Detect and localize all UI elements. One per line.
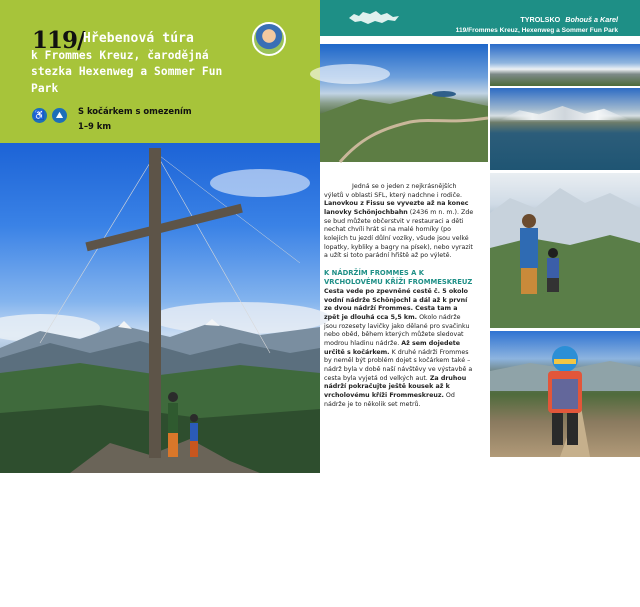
child-walking-photo bbox=[490, 331, 640, 457]
text-run: Za druhou nádrží pokračujte ještě kousek až k vrcholovému kříži Frommeskreuz. bbox=[324, 374, 467, 399]
family-mountain-photo bbox=[490, 173, 640, 328]
right-footer bbox=[503, 456, 636, 465]
section-heading: K NÁDRŽÍM FROMMES A K VRCHOLOVÉMU KŘÍŽI FROMMESKREUZ bbox=[324, 268, 473, 286]
title-line: Hřebenová túra bbox=[83, 31, 194, 46]
text-run: Cesta vede po zpevněné cestě č. 5 okolo vodní nádrže Schönjochl a dál až k první ze dvou nádrží Frommes. Cesta tam a zpět je dlouhá cca 5,5 km. bbox=[324, 288, 468, 322]
article-body bbox=[324, 183, 474, 409]
chapter-number: 119/ bbox=[32, 27, 85, 54]
stroller-icon: ♿ bbox=[32, 108, 47, 123]
region-line bbox=[520, 15, 618, 24]
stroller-info: S kočárkem s omezením bbox=[78, 106, 192, 116]
intro-paragraph bbox=[324, 183, 474, 261]
title-line: Park bbox=[31, 81, 59, 95]
author-credit: Bohouš a Karel bbox=[565, 15, 618, 24]
text-run: (2436 m n. m.). Zde se bud můžete občerstvit v restauraci a děti nechat chvíli hrát si na malé horníky (po kolejích tu jezdí důlní vozíky, všude jsou velké lopatky, kybliky a bagry na písek), nebo vyrazit a užít si toto parádní hřiště až po výletě. bbox=[324, 208, 474, 260]
text-run: K druhé nádrži Frommes by neměl být problém dojet s kočárkem také – nádrž byla v době naší návštěvy ve výstavbě a cesta byla vyjetá od velkých aut. bbox=[324, 348, 473, 382]
page-number: 228 bbox=[3, 598, 18, 607]
section-paragraph bbox=[324, 288, 474, 409]
text-run: Lanovkou z Fissu se vyvezte až na konec lanovky Schönjochbahn bbox=[324, 200, 469, 216]
running-header bbox=[320, 0, 640, 36]
hiking-icon: ⛰ bbox=[52, 108, 67, 123]
reservoir-photo bbox=[490, 88, 640, 170]
summit-cross-photo bbox=[0, 143, 320, 607]
photo-credit: AUTOR FOTOGRAFIÍ TEREZA HAJKOVÁ bbox=[503, 459, 617, 465]
title-line: stezka Hexenweg a Sommer Fun bbox=[31, 65, 223, 78]
page-number: 229 bbox=[623, 456, 636, 465]
snow-peaks bbox=[500, 106, 630, 120]
chapter-title bbox=[31, 31, 286, 97]
distance-info: 1–9 km bbox=[78, 121, 112, 131]
author-avatar bbox=[252, 22, 286, 56]
running-title: 119/Frommes Kreuz, Hexenweg a Sommer Fun Park bbox=[455, 27, 618, 34]
text-run: Jedná se o jeden z nejkrásnějších výletů v oblasti SFL, který nadchne i rodiče. bbox=[324, 183, 462, 199]
chapter-header bbox=[0, 0, 320, 143]
mountain-panorama-photo bbox=[490, 44, 640, 86]
region-label: TYROLSKO bbox=[520, 15, 561, 24]
ridge-trail-photo bbox=[320, 44, 488, 162]
right-page bbox=[320, 0, 640, 473]
text-run: Až sem dojedete určitě s kočárkem. bbox=[324, 340, 461, 356]
text-run: Okolo nádrže jsou rozesety lavičky jako dělané pro svačinku nebo oběd, během kterých můžete sledovat modrou hladinu nádrže. bbox=[324, 314, 470, 348]
left-footer bbox=[3, 598, 138, 607]
tyrol-map-icon bbox=[348, 9, 400, 25]
text-run: Od nádrže je to několik set metrů. bbox=[324, 391, 455, 408]
photo-credit: AUTOR FOTOGRAFIÍ TEREZA HAJKOVÁ bbox=[25, 600, 139, 607]
title-line: k Frommes Kreuz, čarodějná bbox=[31, 48, 209, 62]
